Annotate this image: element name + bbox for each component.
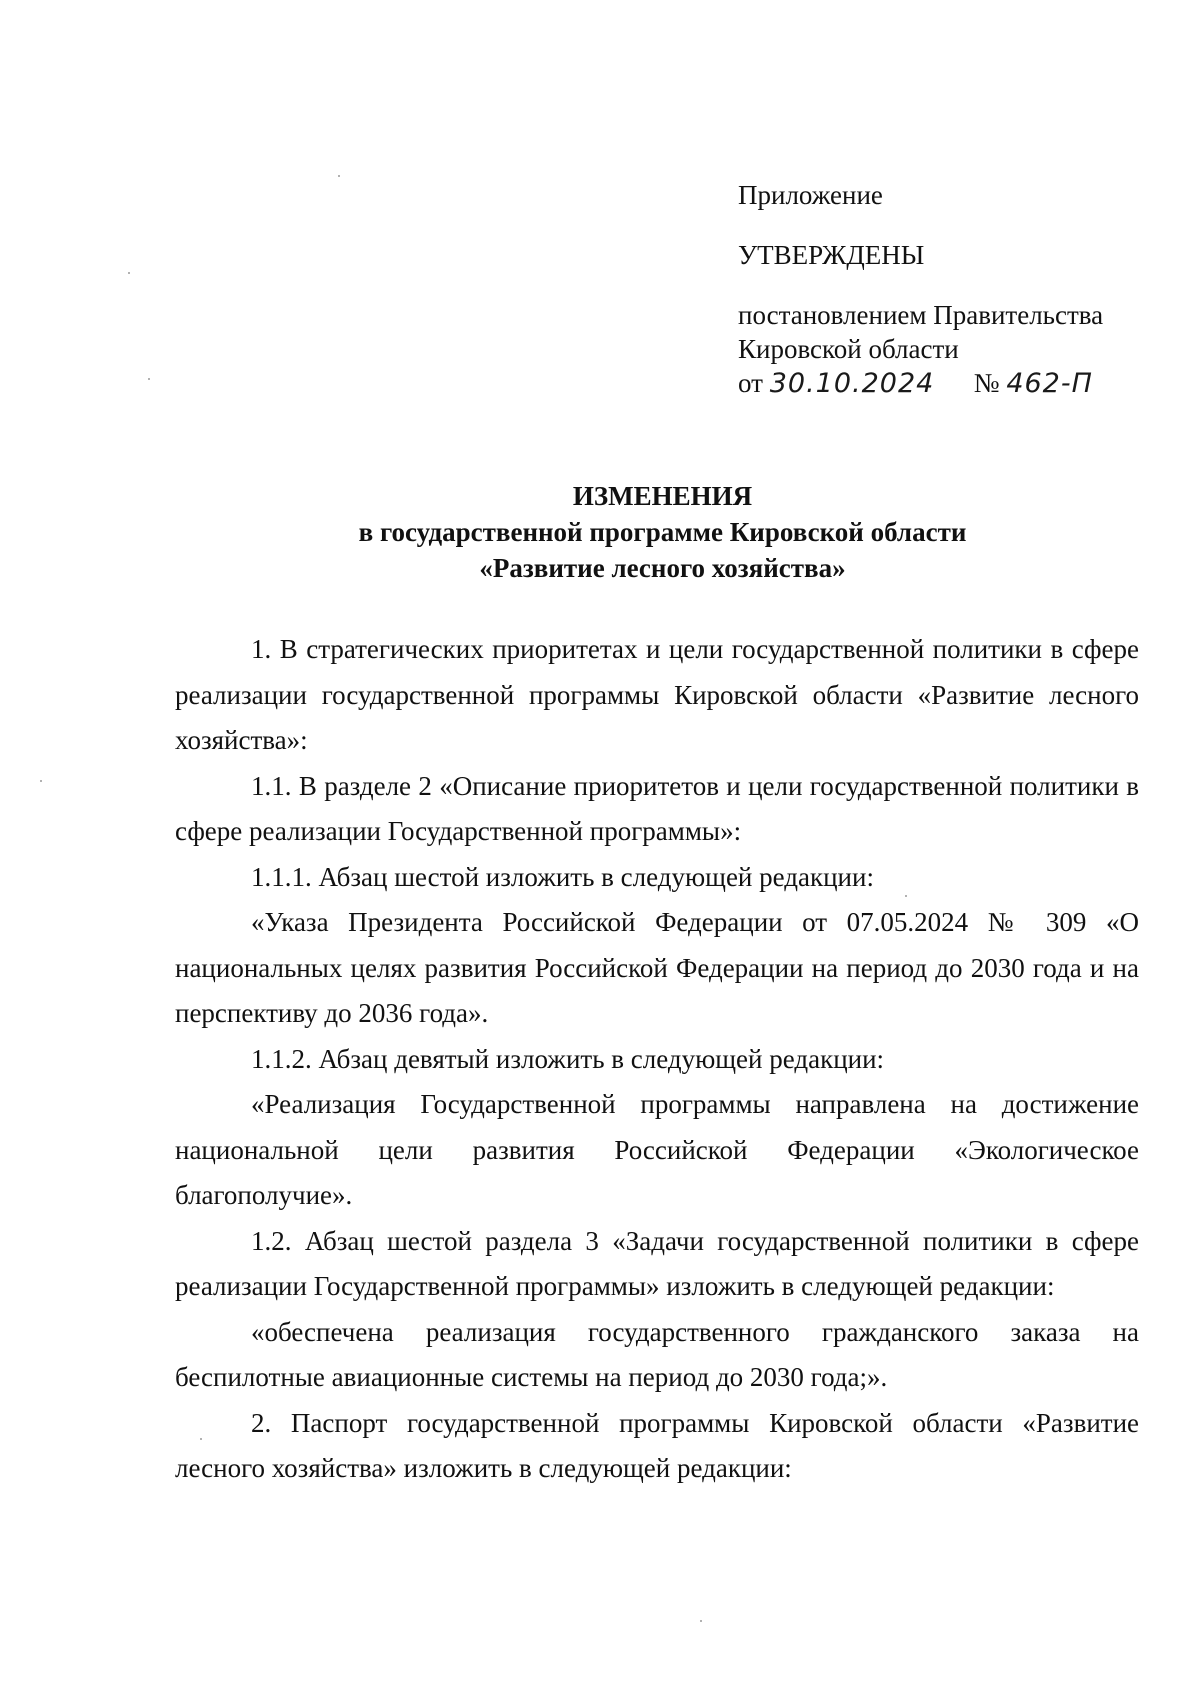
scan-speck	[128, 272, 130, 274]
from-prefix: от	[738, 368, 763, 398]
scan-speck	[148, 378, 150, 380]
handwritten-date: 30.10.2024	[769, 368, 935, 399]
scan-speck	[700, 1620, 702, 1622]
approval-stamp-block	[738, 178, 1178, 401]
document-body	[175, 627, 1139, 1492]
approved-label: УТВЕРЖДЕНЫ	[738, 240, 925, 270]
paragraph: 2. Паспорт государственной программы Кировской области «Развитие лесного хозяйства» изложить в следующей редакции:	[175, 1407, 1139, 1483]
paragraph: 1.2. Абзац шестой раздела 3 «Задачи государственной политики в сфере реализации Государственной программы» изложить в следующей редакции:	[175, 1225, 1139, 1301]
title-subheading: в государственной программе Кировской области	[358, 517, 967, 547]
title-program-name: «Развитие лесного хозяйства»	[479, 553, 846, 583]
approval-date-number	[738, 366, 1178, 401]
paragraph: 1. В стратегических приоритетах и цели государственной политики в сфере реализации государственной программы Кировской области «Развитие лесного хозяйства»:	[175, 634, 1139, 755]
document-title	[170, 478, 1155, 586]
number-sign: №	[973, 368, 1000, 398]
handwritten-number: 462-П	[1006, 368, 1093, 399]
paragraph: 1.1.1. Абзац шестой изложить в следующей редакции:	[251, 861, 874, 892]
scan-speck	[40, 780, 42, 782]
paragraph: 1.1. В разделе 2 «Описание приоритетов и цели государственной политики в сфере реализации Государственной программы»:	[175, 770, 1139, 846]
appendix-label: Приложение	[738, 180, 883, 210]
scan-speck	[338, 175, 340, 177]
paragraph: 1.1.2. Абзац девятый изложить в следующей редакции:	[251, 1043, 885, 1074]
paragraph: «Указа Президента Российской Федерации от 07.05.2024 № 309 «О национальных целях развития Российской Федерации на период до 2030 года и на перспективу до 2036 года».	[175, 907, 1139, 1028]
paragraph: «обеспечена реализация государственного гражданского заказа на беспилотные авиационные системы на период до 2030 года;».	[175, 1316, 1139, 1392]
paragraph: «Реализация Государственной программы направлена на достижение национальной цели развития Российской Федерации «Экологическое благополучие».	[175, 1089, 1139, 1210]
title-heading: ИЗМЕНЕНИЯ	[572, 481, 753, 511]
approval-line-1: постановлением Правительства	[738, 300, 1104, 330]
approval-line-2: Кировской области	[738, 334, 959, 364]
